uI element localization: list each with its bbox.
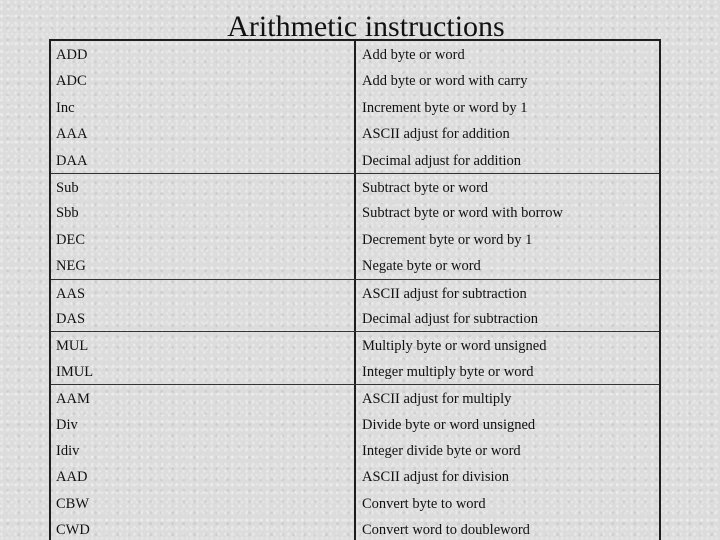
instruction-description: Decimal adjust for addition xyxy=(362,152,522,169)
table-row xyxy=(51,411,659,437)
instruction-mnemonic: Div xyxy=(56,416,78,433)
instruction-mnemonic: DAS xyxy=(56,311,86,327)
table-row xyxy=(51,173,659,200)
table-row xyxy=(51,94,659,120)
instruction-description: ASCII adjust for division xyxy=(362,469,510,486)
table-row xyxy=(51,226,659,252)
instruction-description: Subtract byte or word xyxy=(362,180,489,196)
table-row xyxy=(51,358,659,384)
table-row xyxy=(51,120,659,146)
instruction-mnemonic: IMUL xyxy=(56,363,94,380)
table-row xyxy=(51,67,659,93)
table-row xyxy=(51,305,659,331)
table-row xyxy=(51,279,659,306)
table-row xyxy=(51,437,659,463)
instruction-description: Multiply byte or word unsigned xyxy=(362,338,547,355)
instruction-description: Integer multiply byte or word xyxy=(362,363,534,380)
instruction-description: Add byte or word with carry xyxy=(362,73,528,90)
instruction-description: ASCII adjust for subtraction xyxy=(362,285,527,302)
table-row xyxy=(51,331,659,358)
instruction-mnemonic: AAA xyxy=(56,126,88,143)
table-row xyxy=(51,516,659,540)
slide-title: Arithmetic instructions xyxy=(227,10,505,43)
instruction-mnemonic: Sbb xyxy=(56,205,79,222)
instruction-description: Integer divide byte or word xyxy=(362,443,521,459)
instruction-description: Subtract byte or word with borrow xyxy=(362,205,563,222)
instruction-mnemonic: AAS xyxy=(56,285,86,302)
instruction-description: Convert byte to word xyxy=(362,495,486,512)
instruction-description: ASCII adjust for multiply xyxy=(362,391,512,408)
table-row xyxy=(51,41,659,67)
table-row xyxy=(51,463,659,489)
table-row xyxy=(51,252,659,278)
instruction-mnemonic: CBW xyxy=(56,495,90,512)
instruction-description: Decrement byte or word by 1 xyxy=(362,231,533,248)
instruction-table xyxy=(49,39,661,540)
instruction-mnemonic: AAD xyxy=(56,469,88,486)
instruction-description: Negate byte or word xyxy=(362,258,481,275)
instruction-mnemonic: MUL xyxy=(56,338,89,355)
table-row xyxy=(51,199,659,225)
instruction-mnemonic: ADD xyxy=(56,47,88,63)
instruction-description: Divide byte or word unsigned xyxy=(362,416,536,433)
instruction-description: Convert word to doubleword xyxy=(362,522,530,539)
instruction-mnemonic: ADC xyxy=(56,73,87,90)
table-row xyxy=(51,147,659,173)
instruction-mnemonic: Idiv xyxy=(56,443,80,459)
instruction-mnemonic: NEG xyxy=(56,258,86,275)
table-row xyxy=(51,384,659,411)
instruction-description: Decimal adjust for subtraction xyxy=(362,311,538,327)
instruction-mnemonic: AAM xyxy=(56,391,90,408)
instruction-description: Increment byte or word by 1 xyxy=(362,99,528,116)
instruction-description: ASCII adjust for addition xyxy=(362,126,510,143)
instruction-mnemonic: Sub xyxy=(56,180,79,196)
instruction-mnemonic: Inc xyxy=(56,99,75,116)
instruction-mnemonic: DEC xyxy=(56,231,85,248)
instruction-description: Add byte or word xyxy=(362,47,465,63)
instruction-mnemonic: DAA xyxy=(56,152,88,169)
table-row xyxy=(51,490,659,516)
instruction-mnemonic: CWD xyxy=(56,522,90,539)
